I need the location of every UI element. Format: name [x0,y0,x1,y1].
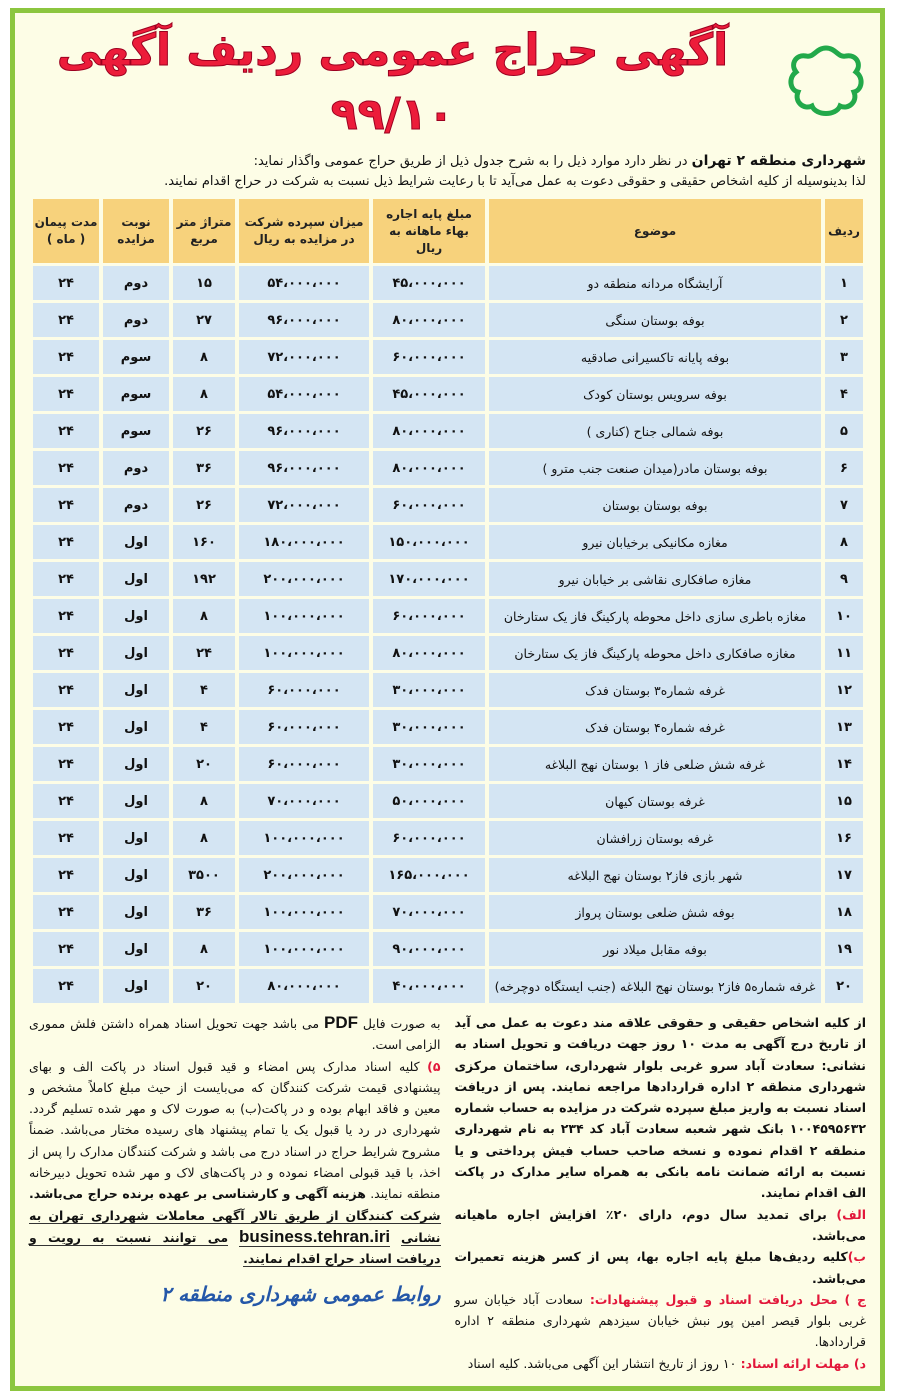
table-cell: اول [103,969,169,1003]
table-cell: اول [103,710,169,744]
table-cell: ۱۵ [173,266,235,300]
table-row [33,525,863,559]
table-cell: ۶۰،۰۰۰،۰۰۰ [373,599,485,633]
table-cell: ۲۴ [33,747,99,781]
table-cell: ۳۶ [173,895,235,929]
table-cell: ۲۴ [33,488,99,522]
footer-signature: روابط عمومی شهرداری منطقه ۲ [160,1281,441,1306]
table-cell: ۶ [825,451,863,485]
table-row [33,599,863,633]
table-row [33,673,863,707]
terms-paragraph: از کلیه اشخاص حقیقی و حقوقی علاقه مند دعوت به عمل می آید از تاریخ درج آگهی به مدت ۱۰ روز جهت دریافت و تحویل اسناد به نشانی: سعادت آباد سرو غربی بلوار شهرداری، ساختمان مرکزی شهرداری منطقه ۲ اداره قراردادها مراجعه نمایند. پس از دریافت اسناد نسبت به واریز مبلغ سپرده شرکت در مزایده به حساب شماره ۱۰۰۴۵۹۵۶۳۲ بانک شهر شعبه سعادت آباد کد ۲۳۴ به نام شهرداری منطقه ۲ اقدام نموده و نسخه صاحب حساب فیش پرداختی و یا نسبت به ارائه ضمانت نامه بانکی به همراه سایر مدارک در پاکت الف اقدام نمایند. [454,1015,866,1201]
table-cell: غرفه شماره۳ بوستان فدک [489,673,821,707]
table-cell: غرفه شش ضلعی فاز ۱ بوستان نهج البلاغه [489,747,821,781]
column-header: مبلغ پایه اجاره بهاء ماهانه به ریال [373,199,485,263]
table-cell: مغازه باطری سازی داخل محوطه پارکینگ فاز یک ستارخان [489,599,821,633]
table-cell: اول [103,525,169,559]
table-cell: اول [103,895,169,929]
table-row [33,784,863,818]
table-cell: غرفه شماره۴ بوستان فدک [489,710,821,744]
table-row [33,895,863,929]
table-cell: ۲۶ [173,488,235,522]
table-cell: بوفه بوستان مادر(میدان صنعت جنب مترو ) [489,451,821,485]
table-row [33,710,863,744]
table-cell: سوم [103,414,169,448]
table-cell: ۲۴ [33,451,99,485]
table-row [33,562,863,596]
table-cell: غرفه بوستان کیهان [489,784,821,818]
table-cell: ۱۰ [825,599,863,633]
table-row [33,266,863,300]
org-name: شهرداری منطقه ۲ تهران [691,153,866,169]
clause-5-label: ۵) [427,1058,441,1074]
clause-a-text: برای تمدید سال دوم، دارای ۲۰٪ افزایش اجاره ماهیانه می‌باشد. [454,1206,866,1243]
table-cell: ۷۲،۰۰۰،۰۰۰ [239,340,369,374]
table-cell: ۲۷ [173,303,235,337]
table-cell: اول [103,673,169,707]
ad-header [29,19,866,147]
table-cell: بوفه پایانه تاکسیرانی صادقیه [489,340,821,374]
table-cell: ۱۱ [825,636,863,670]
table-cell: ۴ [825,377,863,411]
clause-d-text: ۱۰ روز از تاریخ انتشار این آگهی می‌باشد. کلیه اسناد [467,1355,737,1371]
table-cell: ۱۷۰،۰۰۰،۰۰۰ [373,562,485,596]
table-cell: ۴ [173,673,235,707]
table-cell: ۲۴ [33,340,99,374]
table-cell: ۱۰۰،۰۰۰،۰۰۰ [239,895,369,929]
table-cell: ۲۰۰،۰۰۰،۰۰۰ [239,858,369,892]
table-cell: ۲۴ [33,858,99,892]
table-cell: ۷۰،۰۰۰،۰۰۰ [239,784,369,818]
table-cell: دوم [103,451,169,485]
clause-b-text: کلیه ردیف‌ها مبلغ پایه اجاره بها، پس از کسر هزینه تعمیرات می‌باشد. [454,1249,866,1286]
clause-a-label: الف) [836,1206,866,1222]
table-cell: ۱۵ [825,784,863,818]
table-cell: مغازه صافکاری داخل محوطه پارکینگ فاز یک ستارخان [489,636,821,670]
table-cell: ۱۸ [825,895,863,929]
table-cell: ۷ [825,488,863,522]
table-cell: ۶۰،۰۰۰،۰۰۰ [239,747,369,781]
table-cell: سوم [103,377,169,411]
table-cell: ۲۴ [33,932,99,966]
site-note-b: می توانند نسبت به رویت و دریافت اسناد حراج اقدام نمایند. [29,1229,441,1267]
table-cell: ۲۴ [33,895,99,929]
table-cell: ۸۰،۰۰۰،۰۰۰ [373,414,485,448]
table-cell: ۹۶،۰۰۰،۰۰۰ [239,414,369,448]
table-cell: ۲ [825,303,863,337]
table-cell: ۵۴،۰۰۰،۰۰۰ [239,377,369,411]
table-cell: ۱۶۵،۰۰۰،۰۰۰ [373,858,485,892]
table-cell: ۱۸۰،۰۰۰،۰۰۰ [239,525,369,559]
table-cell: ۹۶،۰۰۰،۰۰۰ [239,303,369,337]
table-cell: اول [103,932,169,966]
table-cell: ۳۰،۰۰۰،۰۰۰ [373,710,485,744]
table-cell: ۲۰ [173,969,235,1003]
table-cell: اول [103,858,169,892]
clause-5-text: کلیه اسناد مدارک پس امضاء و قید قبول اسناد در پاکت الف و بهای پیشنهادی قیمت شرکت کنندگان که می‌بایست از حیث مبلغ کاملاً مشخص و معین و فاقد ابهام بوده و در پاکت(ب) به صورت لاک و مهر شده تسلیم گردد. شهرداری در رد یا قبول یک یا تمام پیشنهاد های رسیده مختار می‌باشد. ضمناً مشروح شرایط حراج در اسناد درج می باشد و شرکت کنندگان مدارک را پس از اخذ، با قید قبولی امضاء نموده و در پاکت‌های لاک و مهر شده تحویل دبیرخانه منطقه نمایند. [29,1058,441,1202]
table-cell: ۱۴ [825,747,863,781]
table-row [33,747,863,781]
table-cell: غرفه بوستان زرافشان [489,821,821,855]
table-cell: ۸۰،۰۰۰،۰۰۰ [373,636,485,670]
table-cell: ۳ [825,340,863,374]
table-cell: ۲۴ [33,710,99,744]
intro-text [29,151,866,192]
table-cell: ۱۵۰،۰۰۰،۰۰۰ [373,525,485,559]
table-cell: ۴۵،۰۰۰،۰۰۰ [373,266,485,300]
table-cell: ۵۴،۰۰۰،۰۰۰ [239,266,369,300]
table-cell: ۲۴ [33,599,99,633]
table-cell: ۸ [825,525,863,559]
table-cell: ۵ [825,414,863,448]
table-cell: ۶۰،۰۰۰،۰۰۰ [373,488,485,522]
ad-frame [10,8,885,1391]
table-cell: اول [103,784,169,818]
table-cell: ۴ [173,710,235,744]
column-header: متراژ متر مربع [173,199,235,263]
table-cell: ۲۴ [33,636,99,670]
tehran-municipality-logo [786,44,866,122]
table-cell: ۱۰۰،۰۰۰،۰۰۰ [239,821,369,855]
table-cell: شهر بازی فاز۲ بوستان نهج البلاغه [489,858,821,892]
table-cell: ۲۴ [33,821,99,855]
table-cell: ۸۰،۰۰۰،۰۰۰ [373,451,485,485]
table-cell: اول [103,599,169,633]
table-cell: ۴۰،۰۰۰،۰۰۰ [373,969,485,1003]
table-cell: ۵۰،۰۰۰،۰۰۰ [373,784,485,818]
table-cell: آرایشگاه مردانه منطقه دو [489,266,821,300]
table-cell: سوم [103,340,169,374]
table-cell: ۲۴ [33,414,99,448]
pdf-note-a: به صورت فایل [362,1016,441,1031]
table-cell: ۱۶۰ [173,525,235,559]
terms-right-column [455,1012,867,1374]
site-note-a: شرکت کنندگان از طریق تالار آگهی معاملات شهرداری تهران به نشانی [29,1207,441,1245]
column-header: موضوع [489,199,821,263]
table-cell: ۹ [825,562,863,596]
terms-section [29,1012,866,1374]
table-cell: ۸ [173,340,235,374]
column-header: ردیف [825,199,863,263]
table-cell: دوم [103,303,169,337]
table-cell: ۶۰،۰۰۰،۰۰۰ [239,710,369,744]
table-cell: ۸۰،۰۰۰،۰۰۰ [373,303,485,337]
clause-d-label: د) مهلت ارائه اسناد: [740,1355,866,1371]
column-header: میزان سپرده شرکت در مزایده به ریال [239,199,369,263]
table-row [33,821,863,855]
table-cell: ۱۹ [825,932,863,966]
table-cell: ۶۰،۰۰۰،۰۰۰ [373,821,485,855]
table-cell: مغازه مکانیکی برخیابان نیرو [489,525,821,559]
table-row [33,451,863,485]
table-cell: ۱ [825,266,863,300]
table-cell: ۸ [173,599,235,633]
table-cell: ۸ [173,784,235,818]
table-cell: ۲۴ [33,784,99,818]
table-cell: اول [103,562,169,596]
cost-note: هزینه آگهی و کارشناسی بر عهده برنده حراج می‌باشد. [29,1186,366,1202]
table-cell: ۲۴ [173,636,235,670]
table-cell: ۲۴ [33,377,99,411]
table-cell: ۸ [173,821,235,855]
table-cell: بوفه سرویس بوستان کودک [489,377,821,411]
table-row [33,969,863,1003]
table-cell: ۳۰،۰۰۰،۰۰۰ [373,673,485,707]
table-cell: اول [103,636,169,670]
table-row [33,414,863,448]
intro-line-2: لذا بدینوسیله از کلیه اشخاص حقیقی و حقوقی دعوت به عمل می‌آید تا با رعایت شرایط ذیل نسبت به شرکت در حراج اقدام نمایند. [164,174,866,189]
table-cell: ۹۰،۰۰۰،۰۰۰ [373,932,485,966]
table-row [33,303,863,337]
table-cell: ۱۲ [825,673,863,707]
table-cell: اول [103,747,169,781]
table-cell: ۱۰۰،۰۰۰،۰۰۰ [239,932,369,966]
table-cell: ۲۴ [33,525,99,559]
table-cell: ۹۶،۰۰۰،۰۰۰ [239,451,369,485]
table-cell: مغازه صافکاری نقاشی بر خیابان نیرو [489,562,821,596]
table-header-row [33,199,863,263]
ad-title: آگهی حراج عمومی ردیف آگهی ۹۹/۱۰ [56,25,729,140]
table-cell: ۳۶ [173,451,235,485]
table-row [33,377,863,411]
table-row [33,932,863,966]
table-row [33,488,863,522]
table-cell: ۲۴ [33,562,99,596]
auction-table [29,196,867,1006]
table-cell: ۶۰،۰۰۰،۰۰۰ [239,673,369,707]
table-cell: دوم [103,488,169,522]
table-row [33,340,863,374]
table-cell: ۳۵۰۰ [173,858,235,892]
table-cell: ۲۰ [825,969,863,1003]
clause-b-label: ب) [847,1249,866,1265]
table-cell: ۲۶ [173,414,235,448]
table-cell: ۲۴ [33,303,99,337]
table-cell: دوم [103,266,169,300]
table-cell: ۱۰۰،۰۰۰،۰۰۰ [239,599,369,633]
table-cell: ۱۷ [825,858,863,892]
table-cell: ۱۶ [825,821,863,855]
pdf-label: PDF [324,1013,359,1032]
table-cell: بوفه شش ضلعی بوستان پرواز [489,895,821,929]
table-cell: ۴۵،۰۰۰،۰۰۰ [373,377,485,411]
table-cell: ۲۴ [33,673,99,707]
clause-c-label: ج ) محل دریافت اسناد و قبول پیشنهادات: [589,1291,866,1307]
table-cell: ۲۰۰،۰۰۰،۰۰۰ [239,562,369,596]
clause-c-text: سعادت آباد خیابان سرو غربی بلوار قیصر امین پور نبش خیابان سیزدهم شهرداری منطقه ۲ اداره قراردادها. [454,1291,866,1350]
pdf-note-b: می باشد جهت تحویل اسناد همراه داشتن فلش مموری الزامی است. [29,1016,441,1053]
table-cell: ۱۰۰،۰۰۰،۰۰۰ [239,636,369,670]
table-cell: غرفه شماره۵ فاز۲ بوستان نهج البلاغه (جنب ایستگاه دوچرخه) [489,969,821,1003]
table-cell: ۲۴ [33,969,99,1003]
business-site-link[interactable]: business.tehran.iri [239,1226,391,1246]
table-cell: ۶۰،۰۰۰،۰۰۰ [373,340,485,374]
table-cell: ۳۰،۰۰۰،۰۰۰ [373,747,485,781]
table-cell: ۲۰ [173,747,235,781]
table-cell: ۷۲،۰۰۰،۰۰۰ [239,488,369,522]
column-header: نوبت مزایده [103,199,169,263]
table-cell: اول [103,821,169,855]
table-cell: ۷۰،۰۰۰،۰۰۰ [373,895,485,929]
table-cell: ۲۴ [33,266,99,300]
column-header: مدت پیمان ( ماه ) [33,199,99,263]
terms-left-column [29,1012,441,1308]
table-cell: بوفه شمالی جناح (کناری ) [489,414,821,448]
table-cell: ۸ [173,932,235,966]
table-row [33,636,863,670]
table-cell: ۱۹۲ [173,562,235,596]
table-cell: ۱۳ [825,710,863,744]
table-cell: بوفه بوستان بوستان [489,488,821,522]
intro-line-1: در نظر دارد موارد ذیل را به شرح جدول ذیل از طریق حراج عمومی واگذار نماید: [253,154,688,169]
table-cell: بوفه مقابل میلاد نور [489,932,821,966]
table-cell: بوفه بوستان سنگی [489,303,821,337]
table-cell: ۸ [173,377,235,411]
table-row [33,858,863,892]
table-cell: ۸۰،۰۰۰،۰۰۰ [239,969,369,1003]
